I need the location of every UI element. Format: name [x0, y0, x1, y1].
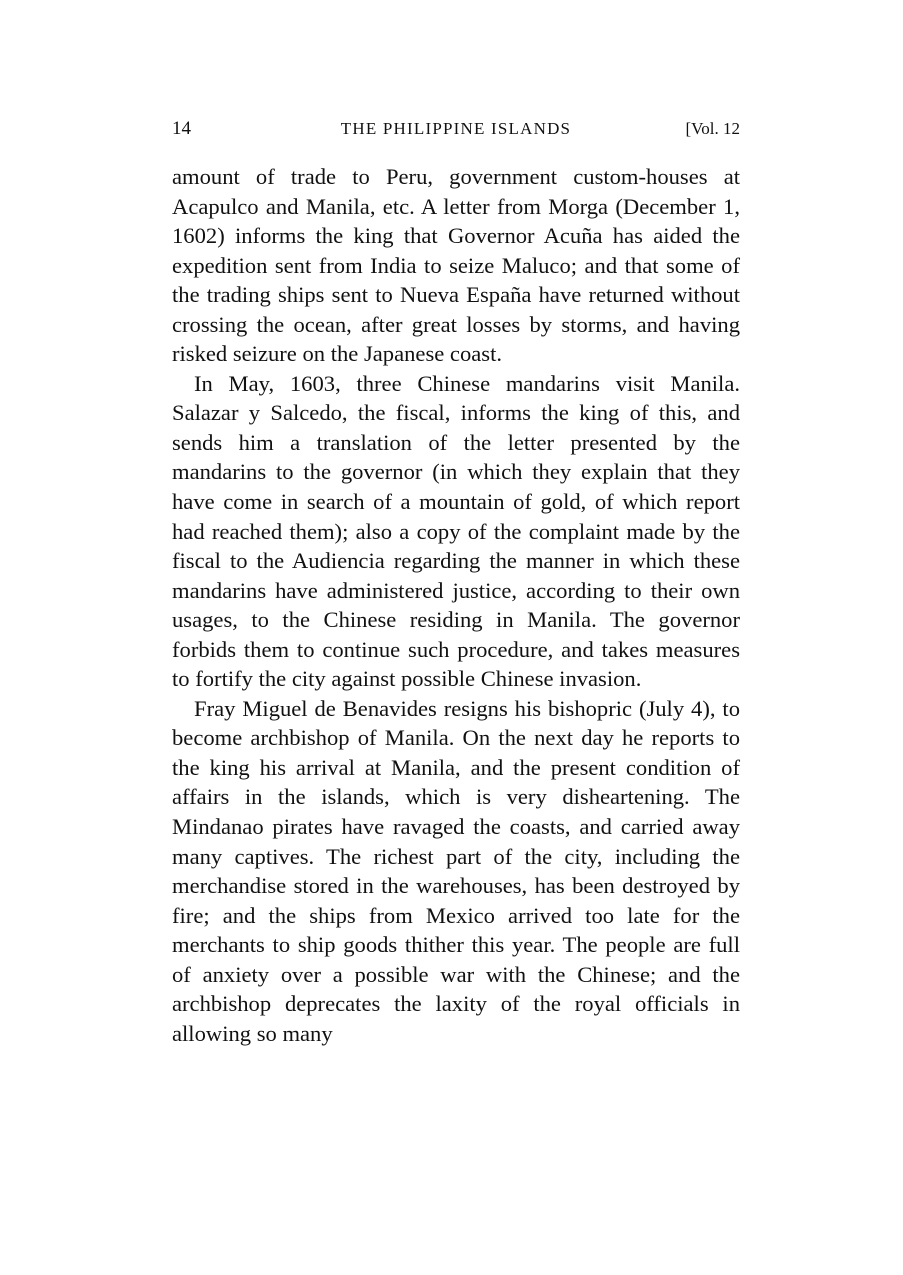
body-text: [172, 162, 740, 1048]
running-head: [172, 114, 740, 144]
page-number: 14: [172, 118, 191, 139]
book-title: THE PHILIPPINE ISLANDS: [340, 119, 572, 138]
volume-label: [Vol. 12: [685, 119, 740, 138]
paragraph-benavides: Fray Miguel de Benavides resigns his bishopric (July 4), to become archbishop of Manila. On the next day he reports to the king his arrival at Manila, and the present condition of affairs in the islands, which is very disheartening. The Mindanao pirates have ravaged the coasts, and carried away many captives. The richest part of the city, including the merchandise stored in the warehouses, has been destroyed by fire; and the ships from Mexico arrived too late for the merchants to ship goods thither this year. The people are full of anxiety over a possible war with the Chinese; and the archbishop deprecates the laxity of the royal officials in allowing so many: [172, 695, 740, 1046]
paragraph-continued: amount of trade to Peru, government custom-houses at Acapulco and Manila, etc. A letter from Morga (December 1, 1602) informs the king that Governor Acuña has aided the expedition sent from India to seize Maluco; and that some of the trading ships sent to Nueva España have returned without crossing the ocean, after great losses by storms, and having risked seizure on the Japanese coast.: [172, 164, 740, 367]
paragraph-mandarins-visit: In May, 1603, three Chinese mandarins visit Manila. Salazar y Salcedo, the fiscal, informs the king of this, and sends him a translation of the letter presented by the mandarins to the governor (in which they explain that they have come in search of a mountain of gold, of which report had reached them); also a copy of the complaint made by the fiscal to the Audiencia regarding the manner in which these mandarins have administered justice, according to their own usages, to the Chinese residing in Manila. The governor forbids them to continue such procedure, and takes measures to fortify the city against possible Chinese invasion.: [172, 370, 740, 692]
